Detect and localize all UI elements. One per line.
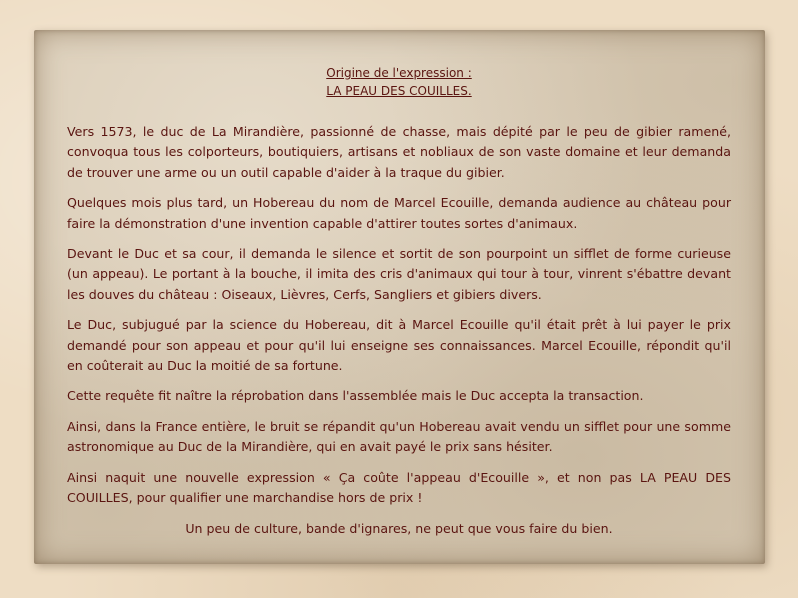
- paragraph-6: Ainsi, dans la France entière, le bruit se répandit qu'un Hobereau avait vendu un sifflet pour une somme astronomique au Duc de la Mirandière, qui en avait payé le prix sans hésiter.: [67, 418, 731, 455]
- title-block: [0, 64, 798, 100]
- paragraph-2: Quelques mois plus tard, un Hobereau du nom de Marcel Ecouille, demanda audience au château pour faire la démonstration d'une invention capable d'attirer toutes sortes d'animaux.: [67, 195, 731, 231]
- paragraph-1: Vers 1573, le duc de La Mirandière, passionné de chasse, mais dépité par le peu de gibier ramené, convoqua tous les colporteurs, boutiquiers, artisans et nobliaux de son vaste domaine et leur demanda de trouver une arme ou un outil capable d'aider à la traque du gibier.: [67, 124, 731, 180]
- paragraph-5: Cette requête fit naître la réprobation dans l'assemblée mais le Duc accepta la transaction.: [67, 388, 644, 404]
- article-body: [67, 122, 731, 549]
- title-line-2: LA PEAU DES COUILLES.: [326, 84, 472, 98]
- closing-line: Un peu de culture, bande d'ignares, ne peut que vous faire du bien.: [185, 520, 613, 536]
- paragraph-3: Devant le Duc et sa cour, il demanda le silence et sortit de son pourpoint un sifflet de forme curieuse (un appeau). Le portant à la bouche, il imita des cris d'animaux qui tour à tour, vinrent s'ébattre devant les douves du château : Oiseaux, Lièvres, Cerfs, Sangliers et gibiers divers.: [67, 246, 731, 302]
- title-line-1: Origine de l'expression :: [326, 66, 472, 80]
- paragraph-4: Le Duc, subjugué par la science du Hobereau, dit à Marcel Ecouille qu'il était prêt à lui payer le prix demandé pour son appeau et pour qu'il lui enseigne ses connaissances. Marcel Ecouille, répondit qu'il en coûterait au Duc la moitié de sa fortune.: [67, 317, 731, 374]
- paragraph-7: Ainsi naquit une nouvelle expression « Ça coûte l'appeau d'Ecouille », et non pas LA PEAU DES COUILLES, pour qualifier une marchandise hors de prix !: [67, 469, 731, 506]
